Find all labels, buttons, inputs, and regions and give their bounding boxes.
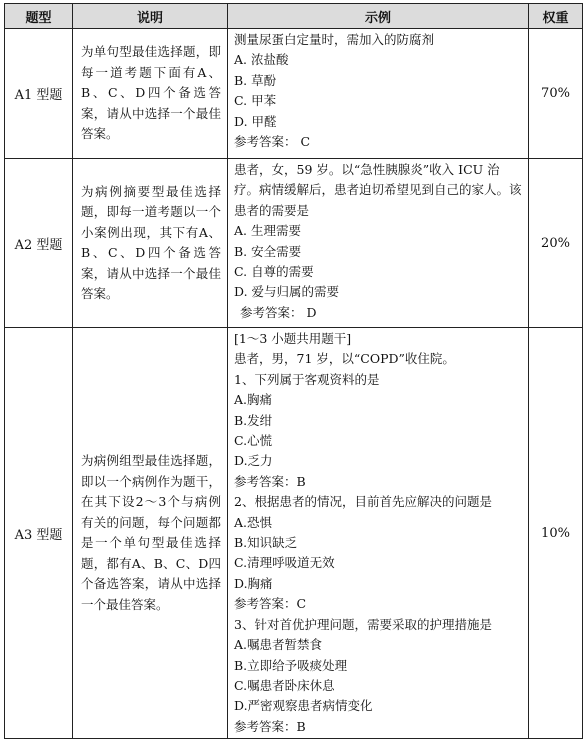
example-line: B. 安全需要	[234, 243, 302, 259]
example-answer: 参考答案： C	[234, 134, 311, 150]
example-answer: 参考答案： D	[240, 304, 317, 320]
example-line: A.胸痛	[234, 392, 273, 408]
example-line: B.立即给予吸痰处理	[234, 657, 348, 673]
table-header-row	[5, 4, 583, 29]
example-answer: 参考答案：B	[234, 473, 306, 489]
example-line: C. 自尊的需要	[234, 264, 314, 280]
question-type: A2 型题	[5, 159, 73, 328]
example-line: 1、下列属于客观资料的是	[234, 371, 380, 387]
question-type: A1 型题	[5, 29, 73, 159]
question-example	[228, 29, 529, 159]
example-line: 患者，男，71 岁，以“COPD”收住院。	[234, 351, 455, 367]
example-stem: 患者，女，59 岁。以“急性胰腺炎”收入 ICU 治疗。病情缓解后，患者迫切希望见到自己的家人。该患者的需要是	[234, 162, 522, 218]
example-line: C.嘱患者卧床休息	[234, 677, 335, 693]
example-line: A.恐惧	[234, 514, 273, 530]
question-example	[228, 159, 529, 328]
header-weight: 权重	[529, 4, 583, 29]
example-line: 3、针对首优护理问题，需要采取的护理措施是	[234, 616, 492, 632]
table-row	[5, 328, 583, 739]
exam-question-type-table	[4, 3, 583, 739]
example-line: A. 浓盐酸	[234, 52, 289, 68]
question-example	[228, 328, 529, 739]
question-type: A3 型题	[5, 328, 73, 739]
table-row	[5, 159, 583, 328]
example-line: C.心慌	[234, 433, 273, 449]
question-weight: 20%	[529, 159, 583, 328]
example-line: C.清理呼吸道无效	[234, 555, 335, 571]
example-line: D. 甲醛	[234, 113, 277, 129]
example-line: D.严密观察患者病情变化	[234, 698, 373, 714]
table-row	[5, 29, 583, 159]
header-type: 题型	[5, 4, 73, 29]
example-answer: 参考答案：C	[234, 596, 307, 612]
question-description: 为病例组型最佳选择题，即以一个病例作为题干，在其下设2～3个与病例有关的问题，每个问题都是一个单句型最佳选择题，都有A、B、C、D四个备选答案，请从中选择一个最佳答案。	[73, 328, 228, 739]
example-line: B. 草酚	[234, 72, 277, 88]
example-line: D.胸痛	[234, 575, 273, 591]
example-line: B.发绀	[234, 412, 273, 428]
example-line: A. 生理需要	[234, 223, 301, 239]
question-description: 为单句型最佳选择题，即每一道考题下面有A、B、C、D四个备选答案，请从中选择一个最佳答案。	[73, 29, 228, 159]
example-line: D. 爱与归属的需要	[234, 284, 340, 300]
example-line: C. 甲苯	[234, 93, 277, 109]
question-weight: 70%	[529, 29, 583, 159]
example-line: A.嘱患者暂禁食	[234, 637, 323, 653]
example-line: 2、根据患者的情况，目前首先应解决的问题是	[234, 494, 492, 510]
header-example: 示例	[228, 4, 529, 29]
example-line: 测量尿蛋白定量时，需加入的防腐剂	[234, 32, 435, 47]
example-line: D.乏力	[234, 453, 273, 469]
example-answer: 参考答案：B	[234, 718, 306, 734]
example-line: B.知识缺乏	[234, 535, 298, 551]
question-weight: 10%	[529, 328, 583, 739]
header-description: 说明	[73, 4, 228, 29]
question-description: 为病例摘要型最佳选择题，即每一道考题以一个小案例出现，其下有A、B、C、D四个备选答案，请从中选择一个最佳答案。	[73, 159, 228, 328]
example-line: [1～3 小题共用题干]	[234, 331, 352, 346]
